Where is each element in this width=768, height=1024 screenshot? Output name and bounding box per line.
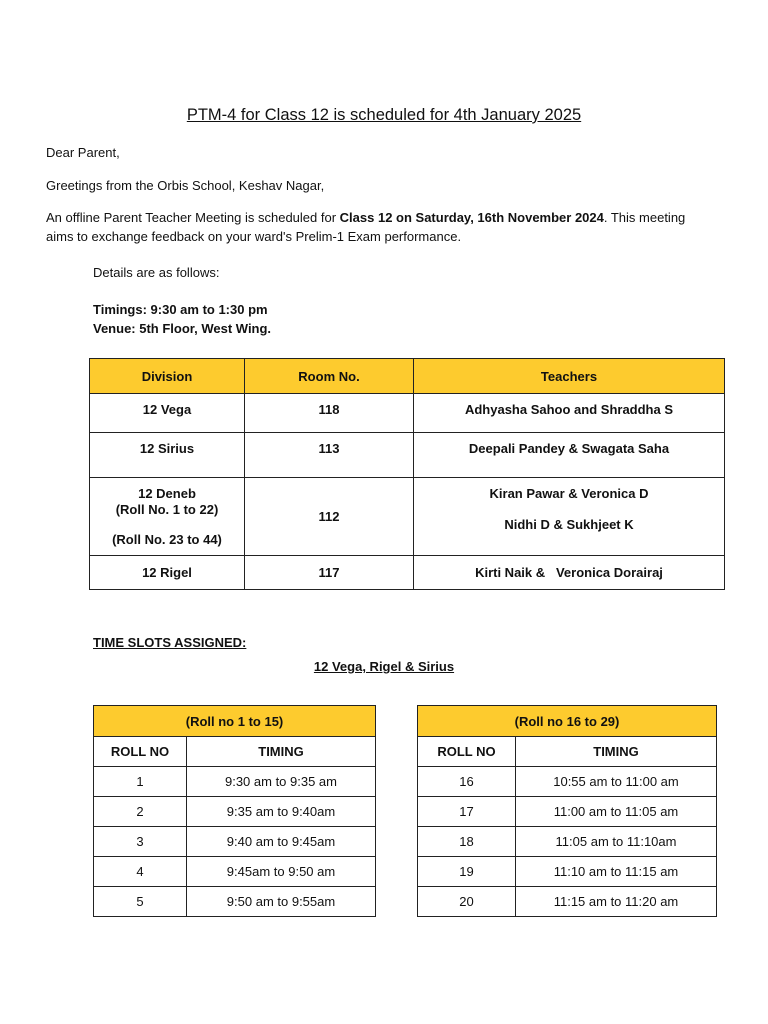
roll-cell: 20 bbox=[418, 887, 516, 917]
division-cell: 12 Vega bbox=[90, 394, 245, 433]
venue: Venue: 5th Floor, West Wing. bbox=[93, 321, 272, 336]
timing-cell: 11:00 am to 11:05 am bbox=[516, 797, 717, 827]
table-row bbox=[418, 857, 717, 887]
teachers-cell: Kirti Naik & Veronica Dorairaj bbox=[414, 556, 725, 590]
teachers-group-2: Nidhi D & Sukhjeet K bbox=[504, 517, 634, 532]
room-cell: 112 bbox=[245, 478, 414, 556]
header-teachers: Teachers bbox=[414, 359, 725, 394]
intro-line-1 bbox=[46, 210, 685, 225]
intro-after: . This meeting bbox=[603, 210, 686, 225]
page-title: PTM-4 for Class 12 is scheduled for 4th January 2025 bbox=[186, 106, 582, 124]
slot-table-left bbox=[93, 705, 376, 917]
slot-table-header bbox=[418, 706, 717, 737]
timing-cell: 11:15 am to 11:20 am bbox=[516, 887, 717, 917]
table-row bbox=[418, 887, 717, 917]
roll-no-header: ROLL NO bbox=[94, 737, 187, 767]
timings: Timings: 9:30 am to 1:30 pm bbox=[93, 302, 268, 317]
table-row bbox=[94, 887, 376, 917]
header-room: Room No. bbox=[245, 359, 414, 394]
table-row bbox=[90, 556, 725, 590]
division-name: 12 Deneb bbox=[138, 485, 196, 501]
roll-cell: 19 bbox=[418, 857, 516, 887]
table-row bbox=[90, 478, 725, 556]
timing-cell: 10:55 am to 11:00 am bbox=[516, 767, 717, 797]
table-row bbox=[94, 857, 376, 887]
division-cell: 12 Sirius bbox=[90, 433, 245, 478]
intro-line-2: aims to exchange feedback on your ward's Prelim-1 Exam performance. bbox=[46, 229, 462, 244]
table-row bbox=[94, 797, 376, 827]
intro-bold: Class 12 on Saturday, 16th November 2024 bbox=[339, 210, 604, 225]
slot-table-right bbox=[417, 705, 717, 917]
time-slots-heading: TIME SLOTS ASSIGNED: bbox=[93, 635, 247, 650]
table-row bbox=[94, 827, 376, 857]
header-division: Division bbox=[90, 359, 245, 394]
timing-cell: 9:45am to 9:50 am bbox=[187, 857, 376, 887]
timing-header: TIMING bbox=[187, 737, 376, 767]
table-row bbox=[418, 767, 717, 797]
slot-column-headers bbox=[418, 737, 717, 767]
timing-cell: 9:40 am to 9:45am bbox=[187, 827, 376, 857]
room-cell: 117 bbox=[245, 556, 414, 590]
teachers-group-1: Kiran Pawar & Veronica D bbox=[489, 486, 649, 501]
division-roll-range-1: (Roll No. 1 to 22) bbox=[115, 501, 219, 517]
slot-table-header bbox=[94, 706, 376, 737]
roll-cell: 17 bbox=[418, 797, 516, 827]
roll-cell: 1 bbox=[94, 767, 187, 797]
roll-cell: 3 bbox=[94, 827, 187, 857]
timing-cell: 11:05 am to 11:10am bbox=[516, 827, 717, 857]
division-table-header bbox=[90, 359, 725, 394]
slot-range-header: (Roll no 1 to 15) bbox=[94, 706, 376, 737]
details-heading: Details are as follows: bbox=[93, 265, 220, 280]
room-cell: 113 bbox=[245, 433, 414, 478]
table-row bbox=[94, 767, 376, 797]
greeting: Greetings from the Orbis School, Keshav Nagar, bbox=[46, 178, 325, 193]
roll-no-header: ROLL NO bbox=[418, 737, 516, 767]
roll-cell: 4 bbox=[94, 857, 187, 887]
roll-cell: 16 bbox=[418, 767, 516, 797]
teachers-cell bbox=[414, 478, 725, 556]
slot-range-header: (Roll no 16 to 29) bbox=[418, 706, 717, 737]
timing-cell: 11:10 am to 11:15 am bbox=[516, 857, 717, 887]
timing-cell: 9:50 am to 9:55am bbox=[187, 887, 376, 917]
salutation: Dear Parent, bbox=[46, 145, 120, 160]
division-table bbox=[89, 358, 725, 590]
table-row bbox=[418, 797, 717, 827]
teachers-cell: Deepali Pandey & Swagata Saha bbox=[414, 433, 725, 478]
room-cell: 118 bbox=[245, 394, 414, 433]
table-row bbox=[90, 433, 725, 478]
slot-column-headers bbox=[94, 737, 376, 767]
table-row bbox=[418, 827, 717, 857]
timing-cell: 9:30 am to 9:35 am bbox=[187, 767, 376, 797]
roll-cell: 18 bbox=[418, 827, 516, 857]
time-slots-subheading: 12 Vega, Rigel & Sirius bbox=[313, 659, 455, 674]
division-cell bbox=[90, 478, 245, 556]
intro-before: An offline Parent Teacher Meeting is scheduled for bbox=[46, 210, 340, 225]
teachers-cell: Adhyasha Sahoo and Shraddha S bbox=[414, 394, 725, 433]
division-cell: 12 Rigel bbox=[90, 556, 245, 590]
timing-header: TIMING bbox=[516, 737, 717, 767]
timing-cell: 9:35 am to 9:40am bbox=[187, 797, 376, 827]
roll-cell: 5 bbox=[94, 887, 187, 917]
table-row bbox=[90, 394, 725, 433]
division-roll-range-2: (Roll No. 23 to 44) bbox=[112, 531, 222, 547]
roll-cell: 2 bbox=[94, 797, 187, 827]
